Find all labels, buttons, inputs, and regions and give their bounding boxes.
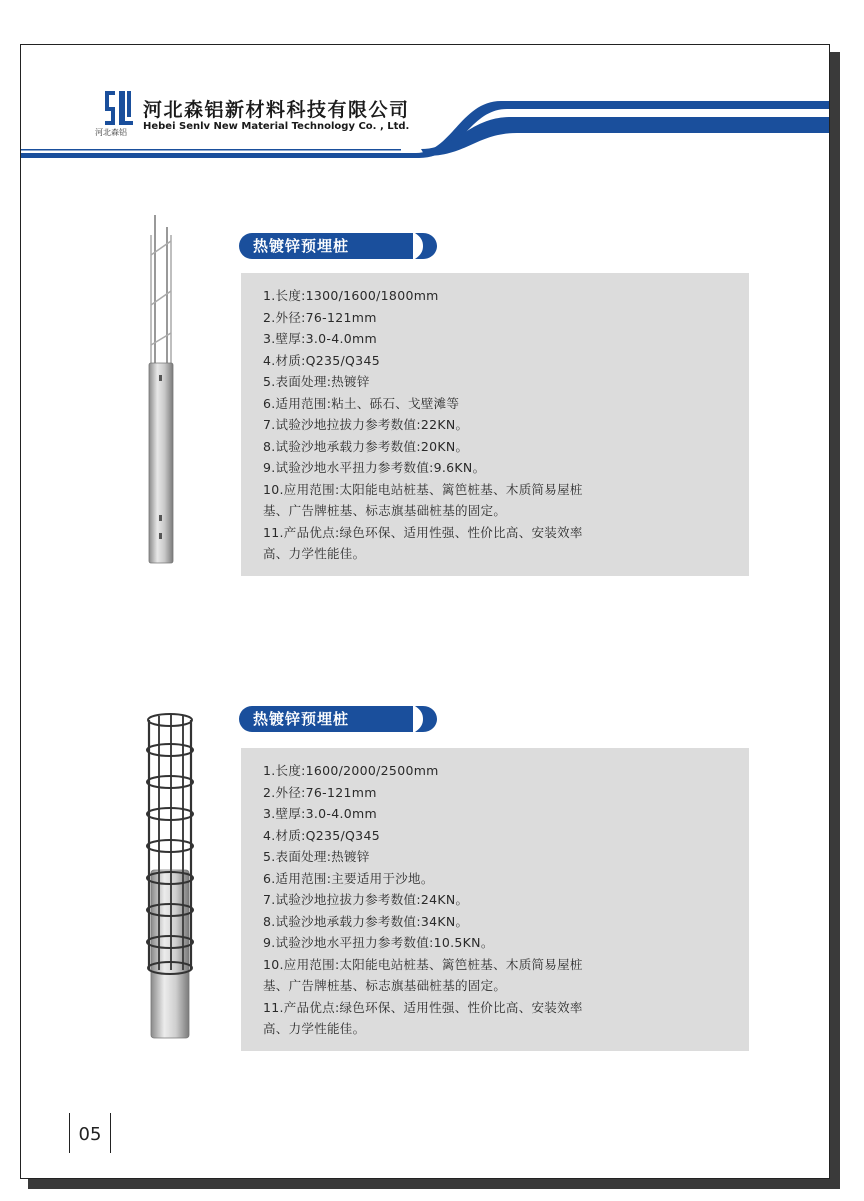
product-image-2 — [137, 710, 201, 1040]
spec-line: 7.试验沙地拉拔力参考数值:22KN。 — [263, 417, 469, 432]
spec-line: 基、广告牌桩基、标志旗基础桩基的固定。 — [263, 978, 507, 993]
spec-line: 9.试验沙地水平扭力参考数值:9.6KN。 — [263, 460, 486, 475]
spec-line: 6.适用范围:粘土、砾石、戈壁滩等 — [263, 395, 460, 411]
spec-line: 2.外径:76-121mm — [263, 784, 377, 800]
spec-line: 3.壁厚:3.0-4.0mm — [263, 331, 377, 346]
spec-line: 11.产品优点:绿色环保、适用性强、性价比高、安装效率 — [263, 999, 583, 1015]
spec-line: 3.壁厚:3.0-4.0mm — [263, 806, 377, 821]
spec-line: 7.试验沙地拉拔力参考数值:24KN。 — [263, 892, 469, 907]
title-arrow-cap — [415, 706, 437, 732]
spec-line: 1.长度:1600/2000/2500mm — [263, 763, 439, 778]
product-title-2: 热镀锌预埋桩 — [239, 706, 413, 732]
spec-line: 9.试验沙地水平扭力参考数值:10.5KN。 — [263, 935, 494, 950]
title-arrow-cap — [415, 233, 437, 259]
page-number: 05 — [69, 1113, 111, 1153]
spec-line: 5.表面处理:热镀锌 — [263, 849, 370, 864]
spec-line: 10.应用范围:太阳能电站桩基、篱笆桩基、木质简易屋桩 — [263, 956, 583, 972]
company-logo-icon — [101, 89, 137, 129]
company-name-cn: 河北森铝新材料科技有限公司 — [143, 99, 410, 121]
logo-subtext: 河北森铝 — [95, 128, 127, 137]
spec-line: 1.长度:1300/1600/1800mm — [263, 288, 439, 303]
company-name-en: Hebei Senlv New Material Technology Co. , Ltd. — [143, 121, 410, 132]
product-image-1 — [141, 215, 181, 565]
spec-line: 高、力学性能佳。 — [263, 546, 366, 561]
spec-line: 10.应用范围:太阳能电站桩基、篱笆桩基、木质简易屋桩 — [263, 481, 583, 497]
spec-line: 6.适用范围:主要适用于沙地。 — [263, 870, 434, 886]
spec-box-2 — [241, 748, 749, 1051]
product-title-1: 热镀锌预埋桩 — [239, 233, 413, 259]
spec-line: 2.外径:76-121mm — [263, 309, 377, 325]
spec-line: 基、广告牌桩基、标志旗基础桩基的固定。 — [263, 503, 507, 518]
spec-line: 4.材质:Q235/Q345 — [263, 827, 380, 843]
spec-box-1 — [241, 273, 749, 576]
spec-line: 5.表面处理:热镀锌 — [263, 374, 370, 389]
spec-line: 8.试验沙地承载力参考数值:20KN。 — [263, 438, 469, 454]
catalog-page — [20, 44, 830, 1179]
spec-line: 高、力学性能佳。 — [263, 1021, 366, 1036]
spec-line: 4.材质:Q235/Q345 — [263, 352, 380, 368]
spec-line: 11.产品优点:绿色环保、适用性强、性价比高、安装效率 — [263, 524, 583, 540]
spec-line: 8.试验沙地承载力参考数值:34KN。 — [263, 913, 469, 929]
